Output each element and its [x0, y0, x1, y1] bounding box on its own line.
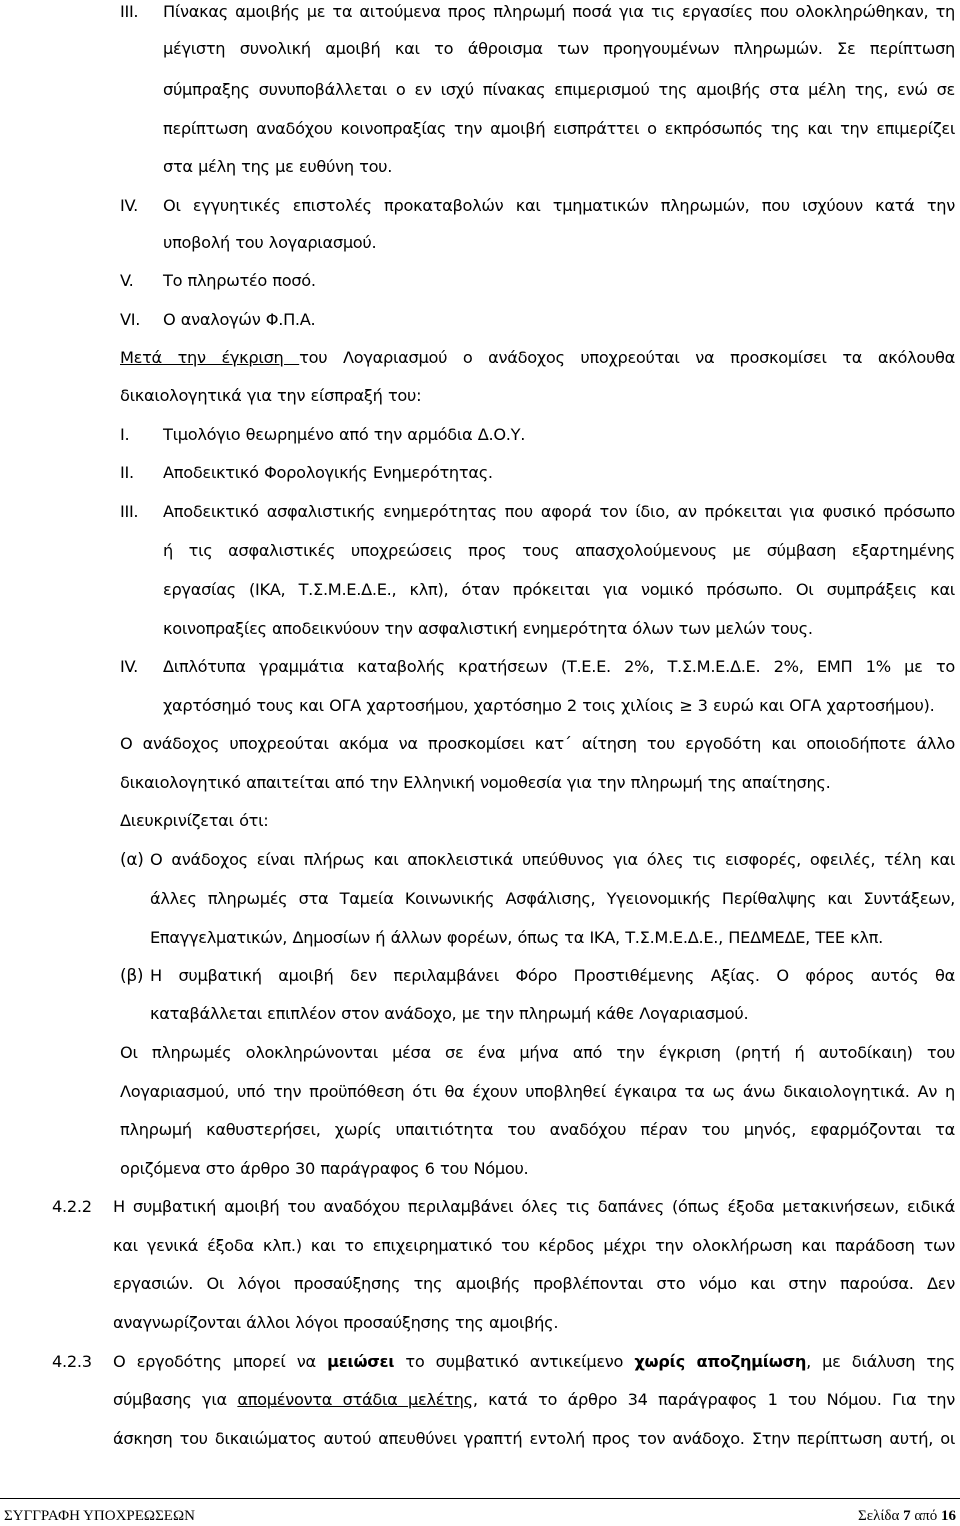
section-number: 4.2.3: [52, 1352, 92, 1371]
paragraph-line: Ο ανάδοχος υποχρεούται ακόμα να προσκομίσει κατ΄ αίτηση του εργοδότη και οποιοδήποτε άλλο: [120, 734, 955, 753]
paragraph-line: και γενικά έξοδα κλπ.) και το επιχειρηματικό του κέρδος μέχρι την ολοκλήρωση και παράδοση των: [113, 1236, 955, 1255]
list-text-line: υποβολή του λογαριασμού.: [163, 233, 377, 252]
list-text-line: χαρτόσημό τους και ΟΓΑ χαρτοσήμου, χαρτόσημο 2 τοις χιλίοις ≥ 3 ευρώ και ΟΓΑ χαρτοσήμου).: [163, 696, 935, 715]
paragraph-line: Λογαριασμού, υπό την προϋπόθεση ότι θα έχουν υποβληθεί έγκαιρα τα ως άνω δικαιολογητικά. Αν η: [120, 1082, 955, 1101]
list-text-line: Επαγγελματικών, Δημοσίων ή άλλων φορέων, όπως τα ΙΚΑ, Τ.Σ.Μ.Ε.Δ.Ε., ΠΕΔΜΕΔΕ, ΤΕΕ κλπ.: [150, 928, 883, 947]
paragraph-line: εργασιών. Οι λόγοι προσαύξησης της αμοιβής προβλέπονται στο νόμο και στην παρούσα. Δεν: [113, 1274, 955, 1293]
paragraph-line: πληρωμή καθυστερήσει, χωρίς υπαιτιότητα του αναδόχου πέραν του μηνός, εφαρμόζονται τα: [120, 1120, 955, 1139]
bold-text: χωρίς αποζημίωση: [634, 1352, 807, 1371]
list-text-line: Οι εγγυητικές επιστολές προκαταβολών και τμηματικών πληρωμών, που ισχύουν κατά την: [163, 196, 955, 215]
list-text-line: Αποδεικτικό Φορολογικής Ενημερότητας.: [163, 463, 493, 482]
list-text-line: Το πληρωτέο ποσό.: [163, 271, 316, 290]
list-text-line: Αποδεικτικό ασφαλιστικής ενημερότητας που αφορά τον ίδιο, αν πρόκειται για φυσικό πρόσωπο: [163, 502, 955, 521]
list-text-line: Πίνακας αμοιβής με τα αιτούμενα προς πληρωμή ποσά για τις εργασίες που ολοκληρώθηκαν, τη: [163, 2, 955, 21]
paragraph-line: οριζόμενα στο άρθρο 30 παράγραφος 6 του Νόμου.: [120, 1159, 529, 1178]
footer-title: ΣΥΓΓΡΑΦΗ ΥΠΟΧΡΕΩΣΕΩΝ: [4, 1508, 195, 1524]
list-number: I.: [120, 425, 130, 444]
list-text-line: ή τις ασφαλιστικές υποχρεώσεις προς τους απασχολούμενους με σύμβαση εξαρτημένης: [163, 541, 955, 560]
list-text-line: Τιμολόγιο θεωρημένο από την αρμόδια Δ.Ο.Υ.: [163, 425, 526, 444]
list-number: III.: [120, 2, 139, 21]
paragraph-line: Ο εργοδότης μπορεί να μειώσει το συμβατικό αντικείμενο χωρίς αποζημίωση, με διάλυση της: [113, 1352, 956, 1371]
paragraph-line: δικαιολογητικό απαιτείται από την Ελληνική νομοθεσία για την πληρωμή της απαίτησης.: [120, 773, 831, 792]
list-text-line: εργασίας (ΙΚΑ, Τ.Σ.Μ.Ε.Δ.Ε., κλπ), όταν πρόκειται για νομικό πρόσωπο. Οι συμπράξεις και: [163, 580, 955, 599]
list-number: II.: [120, 463, 134, 482]
list-text-line: Διπλότυπα γραμμάτια καταβολής κρατήσεων (Τ.Ε.Ε. 2%, Τ.Σ.Μ.Ε.Δ.Ε. 2%, ΕΜΠ 1% με το: [163, 657, 955, 676]
list-text-line: σύμπραξης συνυποβάλλεται ο εν ισχύ πίνακας επιμερισμού της αμοιβής στα μέλη της, ενώ σε: [163, 80, 955, 99]
list-text-line: στα μέλη της με ευθύνη του.: [163, 157, 393, 176]
paragraph-line: άσκηση του δικαιώματος αυτού απευθύνει γραπτή εντολή προς τον ανάδοχο. Στην περίπτωση αυτή, οι: [113, 1429, 955, 1448]
list-text-line: Ο ανάδοχος είναι πλήρως και αποκλειστικά υπεύθυνος για όλες τις εισφορές, οφειλές, τέλη και: [150, 850, 955, 869]
footer-divider: [0, 1498, 960, 1499]
section-number: 4.2.2: [52, 1197, 92, 1216]
list-text-line: περίπτωση αναδόχου κοινοπραξίας την αμοιβή εισπράττει ο εκπρόσωπός της και την επιμερίζει: [163, 119, 955, 138]
bold-text: μειώσει: [327, 1352, 395, 1371]
list-text-line: καταβάλλεται επιπλέον στον ανάδοχο, με την πληρωμή κάθε Λογαριασμού.: [150, 1004, 749, 1023]
list-number: III.: [120, 502, 139, 521]
list-number: IV.: [120, 657, 139, 676]
greater-equal-symbol: ≥: [679, 696, 693, 715]
list-text-line: Ο αναλογών Φ.Π.Α.: [163, 310, 316, 329]
list-number: V.: [120, 271, 134, 290]
page-counter: Σελίδα 7 από 16: [858, 1508, 956, 1524]
list-text-line: κοινοπραξίες αποδεικνύουν την ασφαλιστική ενημερότητα όλων των μελών τους.: [163, 619, 813, 638]
list-label: (α): [120, 850, 144, 870]
list-text-line: μέγιστη συνολική αμοιβή και το άθροισμα των προηγουμένων πληρωμών. Σε περίπτωση: [163, 39, 955, 58]
paragraph-line: Μετά την έγκριση του Λογαριασμού ο ανάδοχος υποχρεούται να προσκομίσει τα ακόλουθα: [120, 348, 955, 367]
paragraph-line: δικαιολογητικά για την είσπραξή του:: [120, 386, 422, 405]
paragraph-line: αναγνωρίζονται άλλοι λόγοι προσαύξησης της αμοιβής.: [113, 1313, 559, 1332]
list-number: VI.: [120, 310, 141, 329]
list-number: IV.: [120, 196, 139, 215]
paragraph-line: Η συμβατική αμοιβή του αναδόχου περιλαμβάνει όλες τις δαπάνες (όπως έξοδα μετακινήσεων, ειδικά: [113, 1197, 955, 1216]
underlined-text: Μετά την έγκριση: [120, 348, 300, 367]
underlined-text: απομένοντα στάδια μελέτης: [237, 1390, 473, 1409]
paragraph-line: σύμβασης για απομένοντα στάδια μελέτης, κατά το άρθρο 34 παράγραφος 1 του Νόμου. Για την: [113, 1390, 955, 1409]
section-label: Διευκρινίζεται ότι:: [120, 811, 269, 830]
list-label: (β): [120, 966, 144, 986]
paragraph-line: Οι πληρωμές ολοκληρώνονται μέσα σε ένα μήνα από την έγκριση (ρητή ή αυτοδίκαιη) του: [120, 1043, 955, 1062]
list-text-line: άλλες πληρωμές στα Ταμεία Κοινωνικής Ασφάλισης, Υγειονομικής Περίθαλψης και Συντάξεων,: [150, 889, 955, 908]
list-text-line: Η συμβατική αμοιβή δεν περιλαμβάνει Φόρο Προστιθέμενης Αξίας. Ο φόρος αυτός θα: [150, 966, 955, 985]
